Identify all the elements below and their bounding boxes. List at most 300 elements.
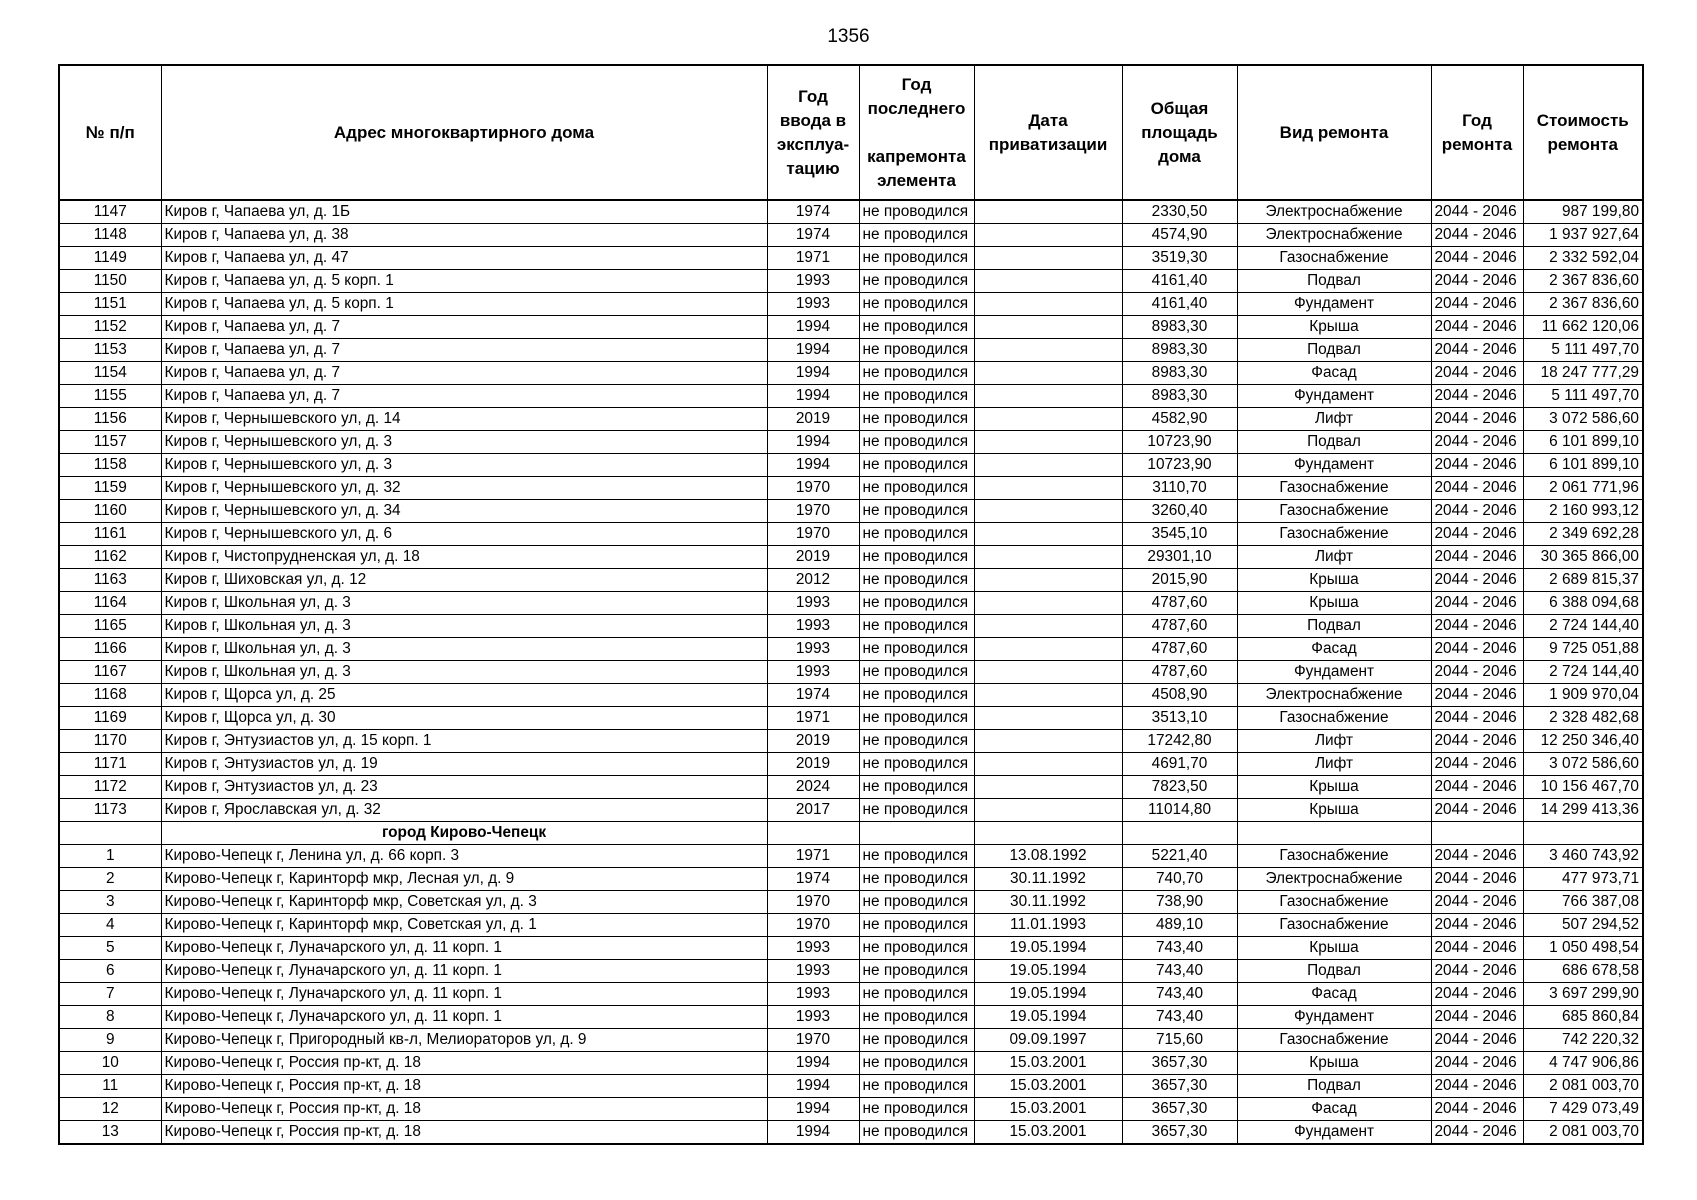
row-address: Киров г, Чапаева ул, д. 47 [161,247,767,270]
row-repair-year: 2044 - 2046 [1431,224,1523,247]
row-number: 1153 [59,339,161,362]
row-year-built: 1994 [767,1121,859,1145]
row-repair-type: Крыша [1237,1052,1431,1075]
row-address: Кирово-Чепецк г, Каринторф мкр, Советская ул, д. 1 [161,914,767,937]
row-privatization-date [974,569,1122,592]
row-privatization-date [974,799,1122,822]
row-area: 743,40 [1122,937,1237,960]
row-privatization-date: 19.05.1994 [974,983,1122,1006]
row-cost: 2 332 592,04 [1523,247,1643,270]
table-row [59,937,1643,960]
row-repair-year: 2044 - 2046 [1431,500,1523,523]
row-address: Киров г, Чапаева ул, д. 7 [161,385,767,408]
row-number: 6 [59,960,161,983]
row-year-built: 1971 [767,247,859,270]
row-privatization-date: 19.05.1994 [974,937,1122,960]
row-cost: 2 081 003,70 [1523,1075,1643,1098]
table-row [59,454,1643,477]
row-year-built: 1994 [767,362,859,385]
row-repair-type: Фундамент [1237,1006,1431,1029]
section-row [59,822,1643,845]
table-row [59,661,1643,684]
row-year-built: 1993 [767,1006,859,1029]
row-repair-year: 2044 - 2046 [1431,454,1523,477]
table-row [59,546,1643,569]
row-year-built: 1993 [767,293,859,316]
row-cost: 6 101 899,10 [1523,454,1643,477]
row-address: Кирово-Чепецк г, Ленина ул, д. 66 корп. 3 [161,845,767,868]
row-repair-year: 2044 - 2046 [1431,546,1523,569]
row-repair-year: 2044 - 2046 [1431,408,1523,431]
table-row [59,431,1643,454]
header-address: Адрес многоквартирного дома [161,65,767,200]
row-number: 8 [59,1006,161,1029]
table-row [59,224,1643,247]
row-cost: 507 294,52 [1523,914,1643,937]
row-address: Киров г, Школьная ул, д. 3 [161,615,767,638]
row-repair-year: 2044 - 2046 [1431,1075,1523,1098]
row-address: Киров г, Чернышевского ул, д. 34 [161,500,767,523]
table-row [59,753,1643,776]
row-last-repair: не проводился [859,200,974,224]
row-repair-year: 2044 - 2046 [1431,615,1523,638]
row-last-repair: не проводился [859,247,974,270]
table-row [59,247,1643,270]
row-last-repair: не проводился [859,960,974,983]
row-repair-type: Фундамент [1237,293,1431,316]
row-number: 1164 [59,592,161,615]
row-address: Кирово-Чепецк г, Россия пр-кт, д. 18 [161,1052,767,1075]
table-row [59,1052,1643,1075]
row-last-repair: не проводился [859,776,974,799]
row-area: 4787,60 [1122,638,1237,661]
row-repair-year: 2044 - 2046 [1431,339,1523,362]
row-address: Киров г, Чернышевского ул, д. 6 [161,523,767,546]
row-year-built: 1993 [767,615,859,638]
table-row [59,500,1643,523]
chepetsk-rows [59,845,1643,1145]
row-number: 1172 [59,776,161,799]
row-privatization-date [974,247,1122,270]
row-privatization-date [974,385,1122,408]
row-area: 743,40 [1122,960,1237,983]
table-row [59,362,1643,385]
row-number: 1160 [59,500,161,523]
row-year-built: 2019 [767,753,859,776]
row-address: Киров г, Чернышевского ул, д. 14 [161,408,767,431]
table-row [59,638,1643,661]
row-repair-year: 2044 - 2046 [1431,1006,1523,1029]
row-cost: 987 199,80 [1523,200,1643,224]
row-privatization-date [974,730,1122,753]
table-row [59,270,1643,293]
row-address: Киров г, Чапаева ул, д. 38 [161,224,767,247]
row-address: Кирово-Чепецк г, Россия пр-кт, д. 18 [161,1075,767,1098]
row-year-built: 1970 [767,914,859,937]
row-repair-year: 2044 - 2046 [1431,1121,1523,1145]
row-number: 1155 [59,385,161,408]
row-repair-year: 2044 - 2046 [1431,1098,1523,1121]
row-privatization-date: 15.03.2001 [974,1052,1122,1075]
row-area: 715,60 [1122,1029,1237,1052]
row-number: 1156 [59,408,161,431]
row-privatization-date: 19.05.1994 [974,960,1122,983]
row-number: 1162 [59,546,161,569]
row-year-built: 1994 [767,339,859,362]
row-number: 7 [59,983,161,1006]
row-last-repair: не проводился [859,937,974,960]
row-cost: 1 937 927,64 [1523,224,1643,247]
table-row [59,339,1643,362]
row-address: Киров г, Шиховская ул, д. 12 [161,569,767,592]
row-address: Кирово-Чепецк г, Луначарского ул, д. 11 корп. 1 [161,937,767,960]
row-cost: 10 156 467,70 [1523,776,1643,799]
row-cost: 742 220,32 [1523,1029,1643,1052]
row-last-repair: не проводился [859,1075,974,1098]
row-cost: 2 724 144,40 [1523,661,1643,684]
table-row [59,1006,1643,1029]
header-area: Общая площадь дома [1122,65,1237,200]
row-number: 12 [59,1098,161,1121]
row-privatization-date [974,546,1122,569]
row-repair-type: Крыша [1237,316,1431,339]
row-last-repair: не проводился [859,1006,974,1029]
row-address: Киров г, Чапаева ул, д. 7 [161,339,767,362]
row-area: 4787,60 [1122,615,1237,638]
table-row [59,1075,1643,1098]
row-privatization-date [974,592,1122,615]
table-row [59,868,1643,891]
row-last-repair: не проводился [859,385,974,408]
row-privatization-date [974,454,1122,477]
row-cost: 30 365 866,00 [1523,546,1643,569]
row-number: 1152 [59,316,161,339]
row-privatization-date [974,776,1122,799]
row-year-built: 1971 [767,845,859,868]
row-repair-year: 2044 - 2046 [1431,891,1523,914]
row-address: Киров г, Щорса ул, д. 25 [161,684,767,707]
row-repair-year: 2044 - 2046 [1431,730,1523,753]
row-last-repair: не проводился [859,684,974,707]
table-row [59,983,1643,1006]
table-row [59,707,1643,730]
row-last-repair: не проводился [859,454,974,477]
row-number: 1167 [59,661,161,684]
row-cost: 2 061 771,96 [1523,477,1643,500]
row-repair-type: Подвал [1237,1075,1431,1098]
row-repair-year: 2044 - 2046 [1431,868,1523,891]
row-address: Киров г, Энтузиастов ул, д. 15 корп. 1 [161,730,767,753]
row-year-built: 2019 [767,730,859,753]
row-area: 29301,10 [1122,546,1237,569]
table-row [59,592,1643,615]
header-last-repair [859,65,974,200]
row-last-repair: не проводился [859,362,974,385]
row-year-built: 1994 [767,1075,859,1098]
table-row [59,200,1643,224]
row-number: 1159 [59,477,161,500]
row-privatization-date: 15.03.2001 [974,1098,1122,1121]
row-address: Киров г, Энтузиастов ул, д. 19 [161,753,767,776]
row-last-repair: не проводился [859,592,974,615]
table-row [59,776,1643,799]
header-cost: Стоимость ремонта [1523,65,1643,200]
row-number: 1171 [59,753,161,776]
row-repair-year: 2044 - 2046 [1431,1029,1523,1052]
row-area: 8983,30 [1122,385,1237,408]
row-area: 8983,30 [1122,339,1237,362]
row-privatization-date [974,224,1122,247]
row-repair-year: 2044 - 2046 [1431,316,1523,339]
row-year-built: 1994 [767,1052,859,1075]
header-privatization: Дата приватизации [974,65,1122,200]
row-address: Киров г, Чистопрудненская ул, д. 18 [161,546,767,569]
row-last-repair: не проводился [859,707,974,730]
row-area: 17242,80 [1122,730,1237,753]
row-privatization-date [974,661,1122,684]
row-area: 743,40 [1122,1006,1237,1029]
row-repair-type: Фундамент [1237,661,1431,684]
row-cost: 14 299 413,36 [1523,799,1643,822]
row-privatization-date [974,707,1122,730]
row-cost: 2 328 482,68 [1523,707,1643,730]
row-area: 3110,70 [1122,477,1237,500]
row-privatization-date [974,316,1122,339]
row-repair-type: Подвал [1237,615,1431,638]
table-row [59,477,1643,500]
table-row [59,960,1643,983]
row-repair-type: Подвал [1237,270,1431,293]
row-year-built: 1974 [767,200,859,224]
table-row [59,1121,1643,1145]
row-number: 1168 [59,684,161,707]
row-address: Киров г, Школьная ул, д. 3 [161,638,767,661]
row-area: 4582,90 [1122,408,1237,431]
section-title: город Кирово-Чепецк [161,822,767,845]
row-year-built: 1970 [767,1029,859,1052]
row-last-repair: не проводился [859,569,974,592]
section-header [59,822,1643,845]
row-last-repair: не проводился [859,845,974,868]
row-year-built: 1993 [767,983,859,1006]
table-row [59,891,1643,914]
page-number: 1356 [827,26,870,47]
row-cost: 685 860,84 [1523,1006,1643,1029]
row-area: 2015,90 [1122,569,1237,592]
row-last-repair: не проводился [859,891,974,914]
row-address: Кирово-Чепецк г, Каринторф мкр, Советская ул, д. 3 [161,891,767,914]
row-year-built: 1994 [767,454,859,477]
row-repair-type: Газоснабжение [1237,914,1431,937]
header-last-repair-line2: капремонта элемента [867,146,966,190]
row-repair-type: Фасад [1237,983,1431,1006]
row-repair-type: Фундамент [1237,454,1431,477]
row-address: Киров г, Школьная ул, д. 3 [161,592,767,615]
table-row [59,615,1643,638]
row-area: 11014,80 [1122,799,1237,822]
row-last-repair: не проводился [859,316,974,339]
row-cost: 1 909 970,04 [1523,684,1643,707]
row-last-repair: не проводился [859,868,974,891]
row-year-built: 1974 [767,224,859,247]
row-year-built: 2019 [767,546,859,569]
row-repair-year: 2044 - 2046 [1431,200,1523,224]
row-area: 489,10 [1122,914,1237,937]
row-last-repair: не проводился [859,661,974,684]
row-address: Киров г, Чернышевского ул, д. 3 [161,431,767,454]
row-year-built: 1970 [767,891,859,914]
row-cost: 5 111 497,70 [1523,339,1643,362]
row-last-repair: не проводился [859,293,974,316]
row-area: 4508,90 [1122,684,1237,707]
row-cost: 6 101 899,10 [1523,431,1643,454]
row-area: 743,40 [1122,983,1237,1006]
row-cost: 4 747 906,86 [1523,1052,1643,1075]
row-area: 740,70 [1122,868,1237,891]
table-row [59,730,1643,753]
row-area: 738,90 [1122,891,1237,914]
header-num: № п/п [59,65,161,200]
table-row [59,293,1643,316]
row-last-repair: не проводился [859,339,974,362]
row-address: Киров г, Чапаева ул, д. 5 корп. 1 [161,293,767,316]
row-repair-year: 2044 - 2046 [1431,247,1523,270]
row-address: Киров г, Чернышевского ул, д. 3 [161,454,767,477]
repair-register-table [58,64,1644,1145]
table-row [59,1029,1643,1052]
row-last-repair: не проводился [859,1121,974,1145]
header-row [59,65,1643,200]
row-cost: 1 050 498,54 [1523,937,1643,960]
row-year-built: 1993 [767,638,859,661]
row-cost: 2 081 003,70 [1523,1121,1643,1145]
row-repair-type: Фасад [1237,1098,1431,1121]
row-privatization-date [974,477,1122,500]
row-repair-type: Подвал [1237,960,1431,983]
table-row [59,523,1643,546]
row-area: 4161,40 [1122,293,1237,316]
row-privatization-date [974,200,1122,224]
row-repair-year: 2044 - 2046 [1431,684,1523,707]
row-repair-year: 2044 - 2046 [1431,1052,1523,1075]
row-last-repair: не проводился [859,477,974,500]
row-repair-type: Лифт [1237,730,1431,753]
row-year-built: 1993 [767,960,859,983]
row-area: 2330,50 [1122,200,1237,224]
table-row [59,385,1643,408]
row-number: 1154 [59,362,161,385]
row-repair-year: 2044 - 2046 [1431,592,1523,615]
header-repair-year: Год ремонта [1431,65,1523,200]
row-repair-year: 2044 - 2046 [1431,960,1523,983]
row-address: Кирово-Чепецк г, Луначарского ул, д. 11 корп. 1 [161,1006,767,1029]
row-privatization-date [974,431,1122,454]
row-number: 10 [59,1052,161,1075]
row-address: Кирово-Чепецк г, Каринторф мкр, Лесная ул, д. 9 [161,868,767,891]
header-last-repair-line1: Год последнего [867,74,966,118]
row-area: 4787,60 [1122,592,1237,615]
row-repair-type: Фундамент [1237,385,1431,408]
row-cost: 18 247 777,29 [1523,362,1643,385]
row-privatization-date: 30.11.1992 [974,868,1122,891]
row-last-repair: не проводился [859,523,974,546]
row-repair-year: 2044 - 2046 [1431,661,1523,684]
row-number: 9 [59,1029,161,1052]
row-last-repair: не проводился [859,1029,974,1052]
row-privatization-date [974,500,1122,523]
row-repair-year: 2044 - 2046 [1431,799,1523,822]
row-repair-type: Электроснабжение [1237,224,1431,247]
row-last-repair: не проводился [859,615,974,638]
row-area: 3545,10 [1122,523,1237,546]
row-last-repair: не проводился [859,983,974,1006]
header-year-built: Год ввода в эксплуа-тацию [767,65,859,200]
row-cost: 6 388 094,68 [1523,592,1643,615]
row-number: 1147 [59,200,161,224]
row-repair-year: 2044 - 2046 [1431,707,1523,730]
row-privatization-date [974,293,1122,316]
row-address: Киров г, Школьная ул, д. 3 [161,661,767,684]
row-cost: 3 072 586,60 [1523,753,1643,776]
row-year-built: 1974 [767,868,859,891]
row-cost: 2 689 815,37 [1523,569,1643,592]
row-repair-type: Электроснабжение [1237,684,1431,707]
row-repair-type: Фундамент [1237,1121,1431,1145]
row-repair-type: Лифт [1237,408,1431,431]
row-repair-year: 2044 - 2046 [1431,477,1523,500]
row-privatization-date [974,523,1122,546]
row-repair-type: Лифт [1237,753,1431,776]
row-number: 1169 [59,707,161,730]
row-last-repair: не проводился [859,270,974,293]
row-last-repair: не проводился [859,1098,974,1121]
row-year-built: 1970 [767,523,859,546]
row-number: 1161 [59,523,161,546]
row-repair-type: Крыша [1237,937,1431,960]
row-repair-year: 2044 - 2046 [1431,523,1523,546]
row-year-built: 1994 [767,431,859,454]
row-privatization-date [974,362,1122,385]
row-cost: 2 160 993,12 [1523,500,1643,523]
row-area: 8983,30 [1122,316,1237,339]
row-repair-type: Подвал [1237,339,1431,362]
row-area: 4161,40 [1122,270,1237,293]
row-repair-year: 2044 - 2046 [1431,569,1523,592]
row-year-built: 1994 [767,316,859,339]
row-address: Кирово-Чепецк г, Луначарского ул, д. 11 корп. 1 [161,960,767,983]
table-row [59,1098,1643,1121]
row-privatization-date: 19.05.1994 [974,1006,1122,1029]
row-repair-year: 2044 - 2046 [1431,753,1523,776]
row-area: 3260,40 [1122,500,1237,523]
row-number: 1151 [59,293,161,316]
row-area: 4787,60 [1122,661,1237,684]
kirov-rows [59,200,1643,822]
row-repair-type: Газоснабжение [1237,891,1431,914]
row-last-repair: не проводился [859,753,974,776]
row-number: 5 [59,937,161,960]
row-area: 3519,30 [1122,247,1237,270]
row-address: Киров г, Чапаева ул, д. 5 корп. 1 [161,270,767,293]
row-address: Кирово-Чепецк г, Россия пр-кт, д. 18 [161,1098,767,1121]
row-number: 4 [59,914,161,937]
row-repair-type: Подвал [1237,431,1431,454]
row-repair-year: 2044 - 2046 [1431,776,1523,799]
row-area: 10723,90 [1122,431,1237,454]
row-year-built: 2012 [767,569,859,592]
row-repair-type: Газоснабжение [1237,500,1431,523]
row-number: 1173 [59,799,161,822]
